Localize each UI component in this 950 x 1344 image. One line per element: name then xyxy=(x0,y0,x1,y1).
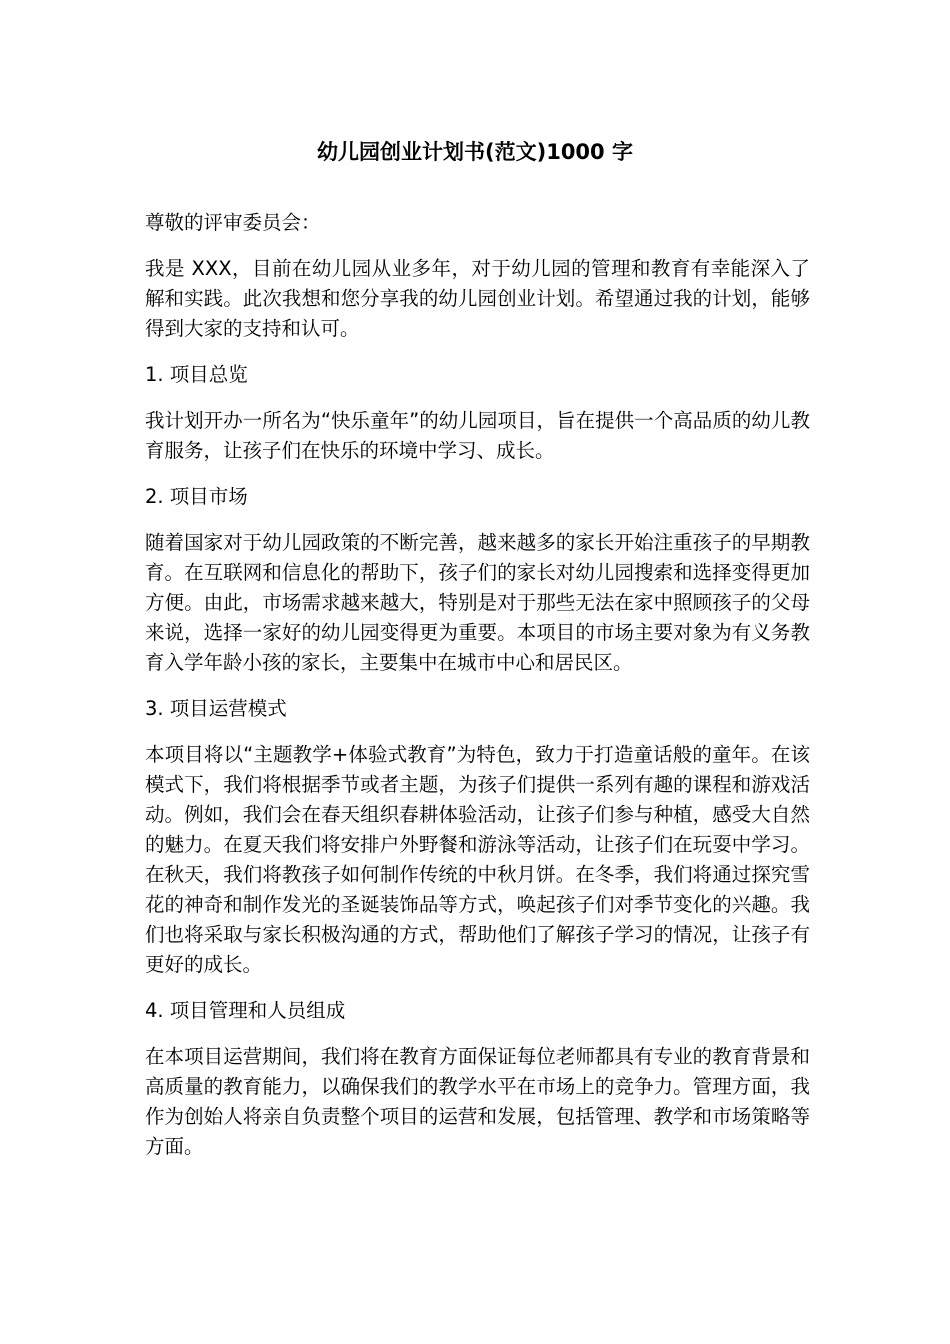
salutation: 尊敬的评审委员会： xyxy=(145,211,321,234)
section-text-overview: 我计划开办一所名为“快乐童年”的幼儿园项目，旨在提供一个高品质的幼儿教育服务，让孩子们在快乐的环境中学习、成长。 xyxy=(145,409,810,462)
section-text-operation-model: 本项目将以“主题教学+体验式教育”为特色，致力于打造童话般的童年。在该模式下，我们将根据季节或者主题，为孩子们提供一系列有趣的课程和游戏活动。例如，我们会在春天组织春耕体验活动，让孩子们参与种植，感受大自然的魅力。在夏天我们将安排户外野餐和游泳等活动，让孩子们在玩耍中学习。在秋天，我们将教孩子如何制作传统的中秋月饼。在冬季，我们将通过探究雪花的神奇和制作发光的圣诞装饰品等方式，唤起孩子们对季节变化的兴趣。我们也将采取与家长积极沟通的方式，帮助他们了解孩子学习的情况，让孩子有更好的成长。 xyxy=(145,743,810,976)
section-heading-management: 4. 项目管理和人员组成 xyxy=(145,999,346,1022)
section-heading-market: 2. 项目市场 xyxy=(145,485,248,508)
section-heading-operation-model: 3. 项目运营模式 xyxy=(145,697,287,720)
section-text-market: 随着国家对于幼儿园政策的不断完善，越来越多的家长开始注重孩子的早期教育。在互联网和信息化的帮助下，孩子们的家长对幼儿园搜索和选择变得更加方便。由此，市场需求越来越大，特别是对于那些无法在家中照顾孩子的父母来说，选择一家好的幼儿园变得更为重要。本项目的市场主要对象为有义务教育入学年龄小孩的家长，主要集中在城市中心和居民区。 xyxy=(145,531,810,674)
document-title: 幼儿园创业计划书(范文)1000 字 xyxy=(317,140,633,164)
section-heading-overview: 1. 项目总览 xyxy=(145,363,248,386)
section-text-management: 在本项目运营期间，我们将在教育方面保证每位老师都具有专业的教育背景和高质量的教育能力，以确保我们的教学水平在市场上的竞争力。管理方面，我作为创始人将亲自负责整个项目的运营和发展，包括管理、教学和市场策略等方面。 xyxy=(145,1045,810,1158)
document-body xyxy=(145,208,810,1178)
intro-paragraph: 我是 XXX，目前在幼儿园从业多年，对于幼儿园的管理和教育有幸能深入了解和实践。此次我想和您分享我的幼儿园创业计划。希望通过我的计划，能够得到大家的支持和认可。 xyxy=(145,257,810,340)
